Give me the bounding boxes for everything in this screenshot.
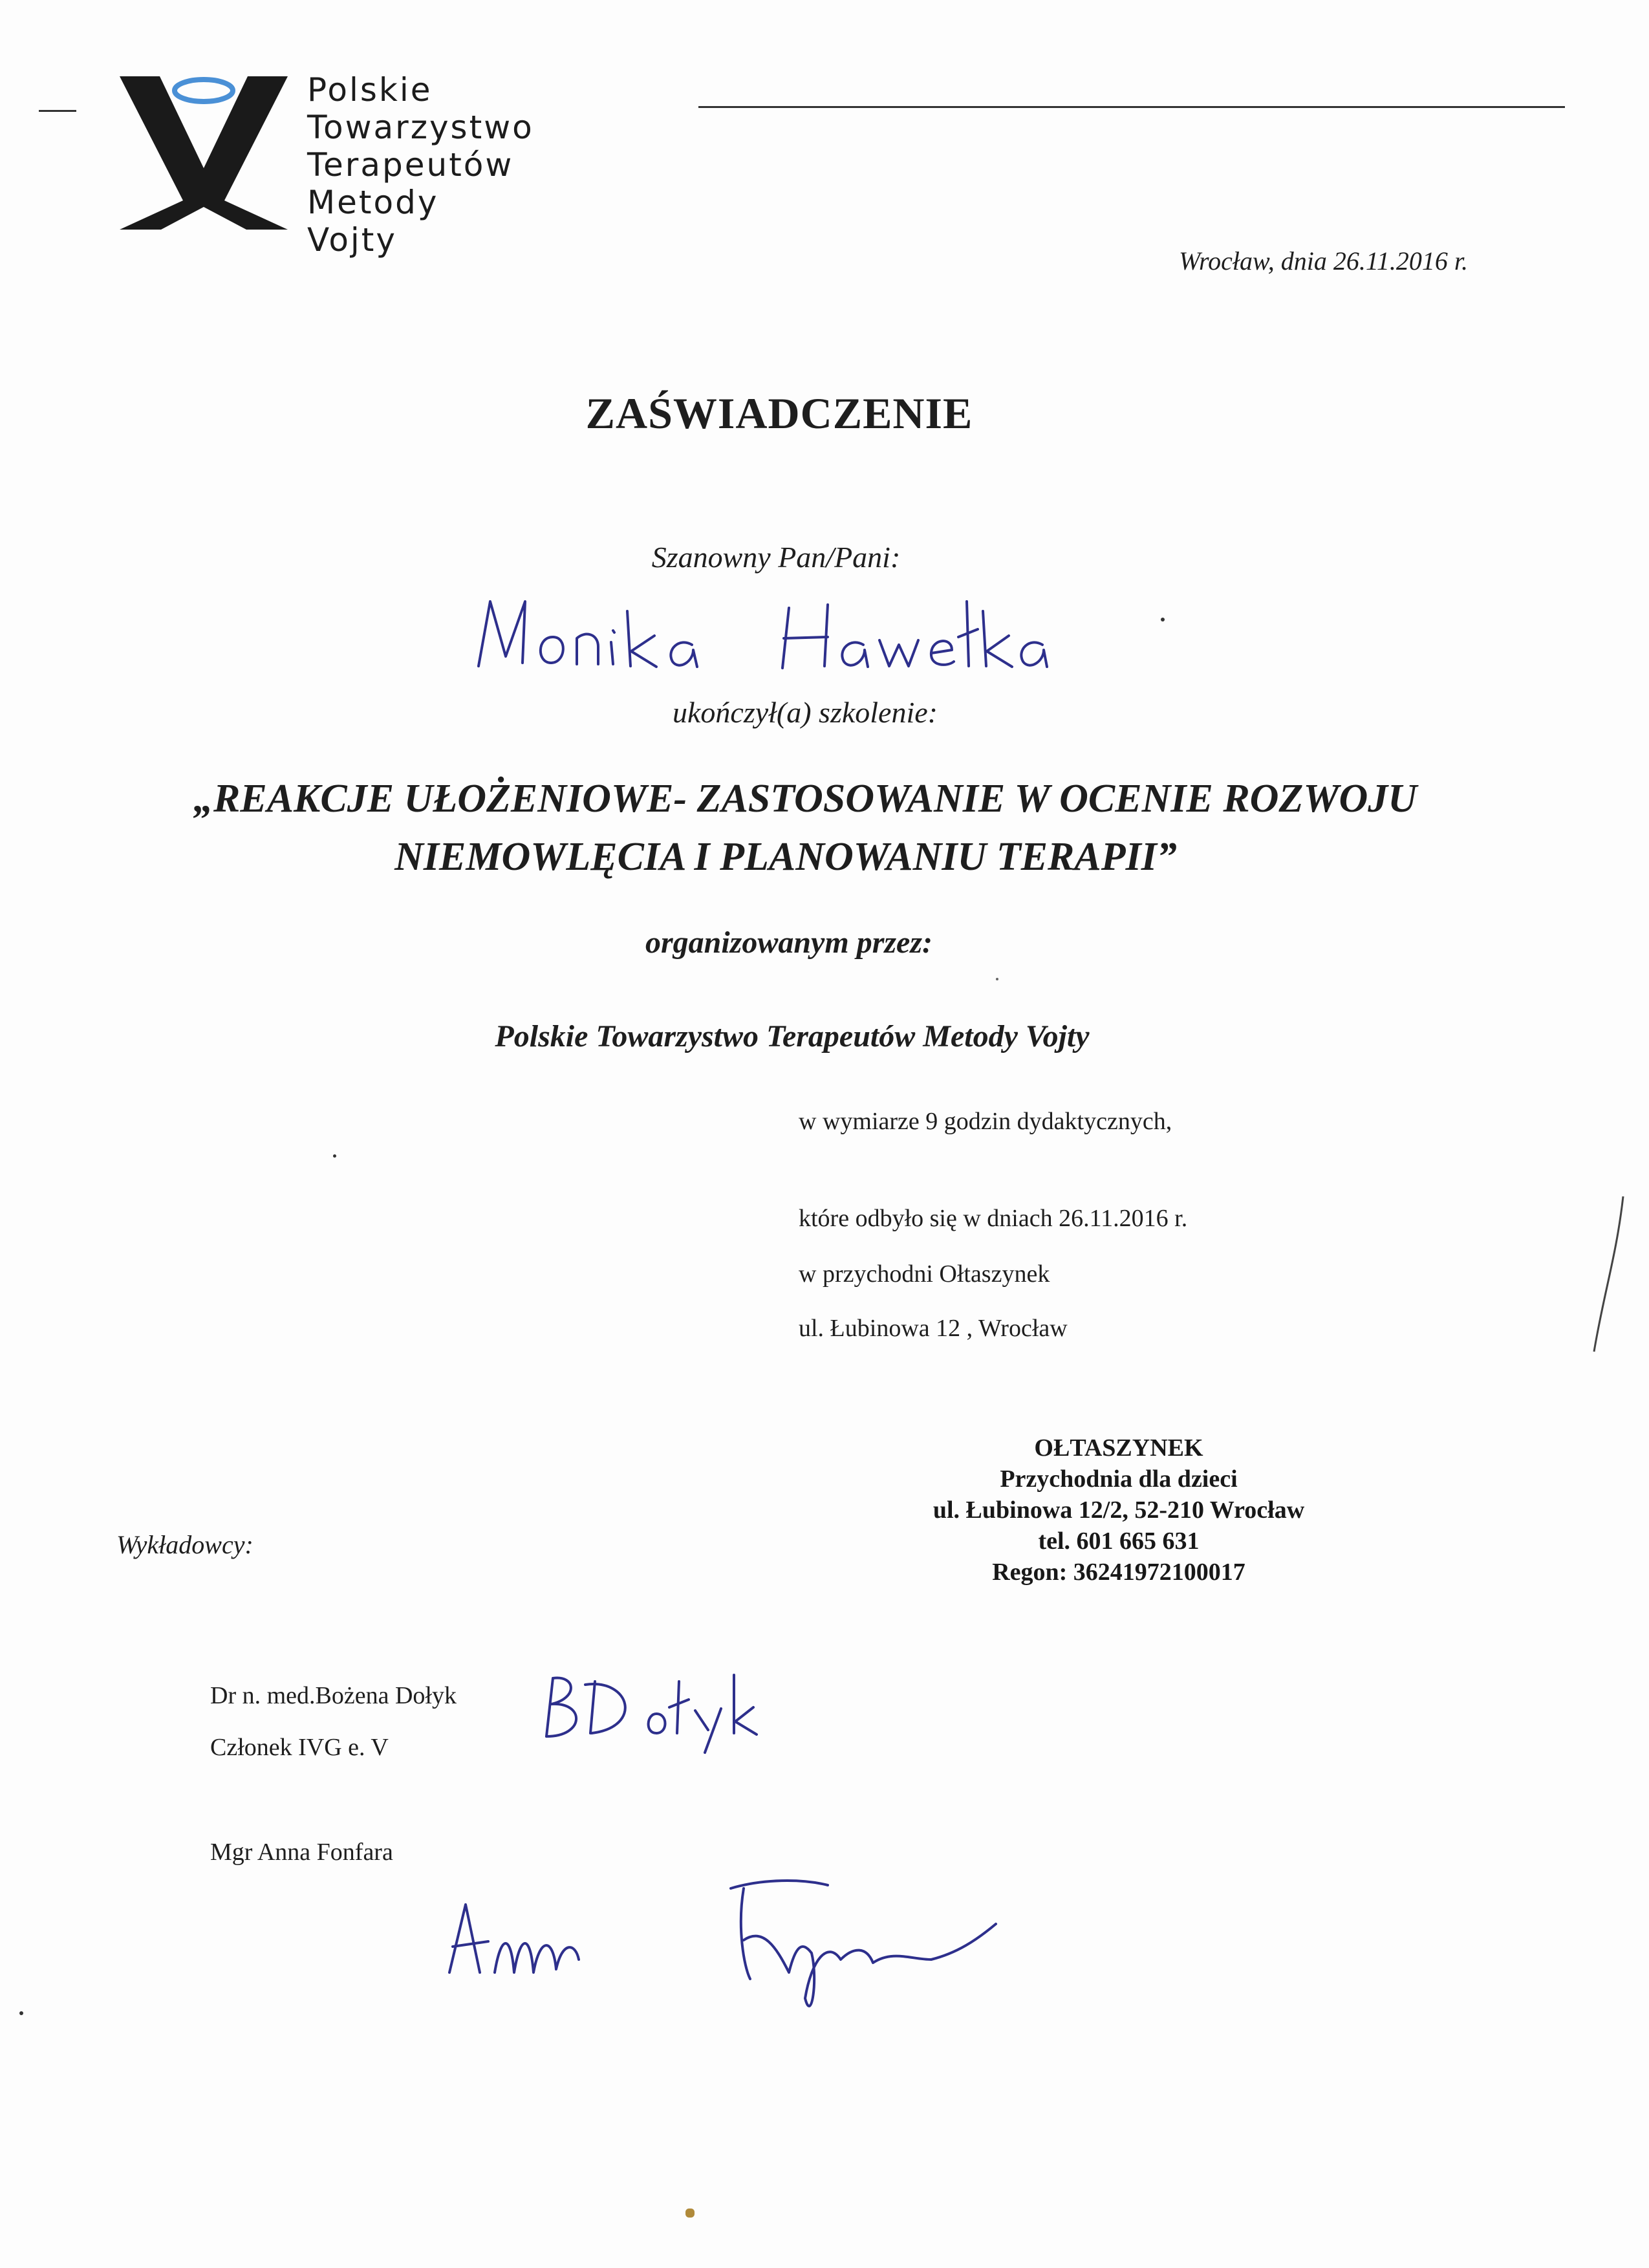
- training-date: które odbyło się w dniach 26.11.2016 r.: [799, 1205, 1188, 1232]
- stamp-line: Przychodnia dla dzieci: [1000, 1465, 1238, 1493]
- org-name-line: Vojty: [307, 221, 397, 259]
- stamp-line: OŁTASZYNEK: [1034, 1434, 1203, 1462]
- lecturer-name: Dr n. med.Bożena Dołyk: [210, 1682, 457, 1709]
- org-name-line: Terapeutów: [307, 146, 514, 184]
- completed-label: ukończył(a) szkolenie:: [672, 696, 938, 729]
- org-name-block: [307, 71, 534, 259]
- scan-speck: [685, 2209, 695, 2218]
- org-name-line: Metody: [307, 184, 439, 221]
- document-title: ZAŚWIADCZENIE: [585, 389, 973, 438]
- scan-speck: [996, 978, 998, 980]
- training-venue: w przychodni Ołtaszynek: [799, 1260, 1050, 1288]
- header-rule-right: [698, 106, 1565, 108]
- course-title-line: „REAKCJE UŁOŻENIOWE- ZASTOSOWANIE W OCENIE ROZWOJU: [193, 777, 1417, 821]
- signature-dolyk: [540, 1662, 812, 1753]
- date-line: Wrocław, dnia 26.11.2016 r.: [1178, 246, 1468, 275]
- org-name-line: Polskie: [307, 71, 433, 109]
- recipient-name-handwriting: [466, 585, 1048, 682]
- signature-fonfara: [440, 1850, 1048, 2018]
- page-edge-mark: [1591, 1190, 1630, 1358]
- salutation: Szanowny Pan/Pani:: [651, 541, 901, 574]
- organizer-name: Polskie Towarzystwo Terapeutów Metody Vojty: [495, 1019, 1090, 1053]
- lecturers-label: Wykładowcy:: [116, 1530, 253, 1559]
- stamp-line: Regon: 36241972100017: [992, 1559, 1245, 1586]
- pttmv-logo: [120, 71, 288, 226]
- course-title: [0, 770, 1630, 886]
- header-rule-left: [39, 110, 76, 112]
- course-title-line: NIEMOWLĘCIA I PLANOWANIU TERAPII”: [394, 835, 1177, 879]
- org-name-line: Towarzystwo: [307, 109, 534, 146]
- stamp-line: tel. 601 665 631: [1038, 1528, 1200, 1555]
- scan-speck: [333, 1154, 336, 1158]
- stamp-line: ul. Łubinowa 12/2, 52-210 Wrocław: [932, 1496, 1305, 1524]
- lecturer-name: Mgr Anna Fonfara: [210, 1839, 393, 1866]
- scan-speck: [1161, 618, 1165, 621]
- organized-by-label: organizowanym przez:: [645, 925, 933, 960]
- scan-speck: [19, 2011, 23, 2015]
- letterhead: [39, 65, 1591, 259]
- lecturer-role: Członek IVG e. V: [210, 1734, 389, 1761]
- clinic-stamp: [886, 1432, 1352, 1588]
- training-address: ul. Łubinowa 12 , Wrocław: [799, 1315, 1068, 1342]
- training-hours: w wymiarze 9 godzin dydaktycznych,: [799, 1108, 1172, 1135]
